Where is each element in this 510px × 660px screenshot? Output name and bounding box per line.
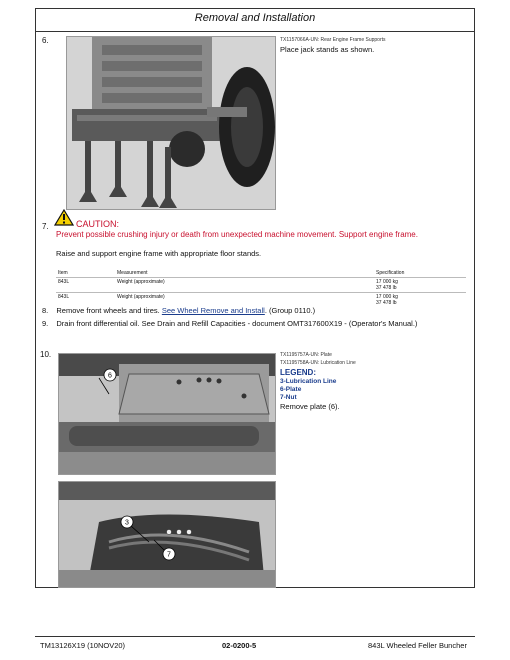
table-row: [56, 278, 466, 293]
spec-imperial: 37 478 lb: [376, 285, 397, 291]
step-6-number: 6.: [42, 36, 49, 45]
step-8-text: Remove front wheels and tires.: [56, 306, 160, 315]
step-10-figure-id-lubrication-line: TX1195758A-UN: Lubrication Line: [280, 360, 356, 366]
step-8: [42, 306, 315, 315]
table-header-row: [56, 269, 466, 278]
table-header-specification: Specification: [376, 270, 405, 276]
step-8-number: 8.: [42, 306, 49, 315]
table-row: [56, 293, 466, 308]
footer-page-number: 02-0200-5: [222, 641, 257, 650]
step-7-instruction: Raise and support engine frame with appropriate floor stands.: [56, 249, 262, 258]
table-header-item: Item: [58, 270, 68, 276]
step-6-figure-id: TX1157066A-UN: Rear Engine Frame Supports: [280, 37, 386, 43]
page-title: Removal and Installation: [194, 12, 316, 24]
step-8-suffix: . (Group 0110.): [264, 306, 316, 315]
step-10-figure-id-plate: TX1195757A-UN: Plate: [280, 352, 332, 358]
table-header-measurement: Measurement: [117, 270, 148, 276]
footer-machine-name: 843L Wheeled Feller Buncher: [368, 641, 467, 650]
machine-frame-illustration: [67, 37, 275, 209]
figure-rear-engine-frame-supports: [66, 36, 276, 210]
spec-imperial: 37 478 lb: [376, 300, 397, 306]
step-9: [42, 319, 417, 328]
spec-metric: 17 000 kg: [376, 279, 398, 285]
table-cell-specification: [374, 293, 466, 308]
callout-6-label: 6: [108, 372, 112, 380]
legend-item-nut: 7-Nut: [280, 394, 297, 401]
page-frame: [35, 8, 475, 588]
spec-metric: 17 000 kg: [376, 294, 398, 300]
table-cell-item: 843L: [56, 293, 115, 308]
footer-divider: [35, 636, 475, 637]
step-7-number: 7.: [42, 222, 49, 231]
lubrication-line-illustration: [59, 482, 275, 587]
step-9-text: Drain front differential oil. See Drain and Refill Capacities - document OMT317600X19 - (Operator's Manual.): [56, 319, 418, 328]
header-divider: [36, 31, 474, 32]
wheel-remove-install-link[interactable]: See Wheel Remove and Install: [161, 306, 265, 315]
step-10-number: 10.: [40, 350, 52, 359]
caution-message: Prevent possible crushing injury or death from unexpected machine movement. Support engine frame.: [56, 230, 418, 239]
figure-lubrication-line: [58, 481, 276, 588]
table-cell-item: 843L: [56, 278, 115, 293]
legend-heading: LEGEND:: [280, 368, 316, 377]
table-cell-measurement: Weight (approximate): [115, 278, 374, 293]
weight-spec-table: [56, 269, 466, 307]
step-6-instruction: Place jack stands as shown.: [280, 45, 375, 54]
callout-7-label: 7: [167, 551, 171, 559]
figure-plate: [58, 353, 276, 475]
warning-triangle-icon: [54, 209, 74, 231]
table-cell-measurement: Weight (approximate): [115, 293, 374, 308]
legend-item-plate: 6-Plate: [280, 386, 302, 393]
step-10-instruction: Remove plate (6).: [280, 402, 340, 411]
callout-3-label: 3: [125, 519, 129, 527]
plate-illustration: [59, 354, 275, 474]
footer-document-id: TM13126X19 (10NOV20): [40, 641, 126, 650]
legend-item-lubrication-line: 3-Lubrication Line: [280, 378, 337, 385]
caution-heading: CAUTION:: [76, 219, 120, 229]
table-cell-specification: [374, 278, 466, 293]
step-9-number: 9.: [42, 319, 49, 328]
